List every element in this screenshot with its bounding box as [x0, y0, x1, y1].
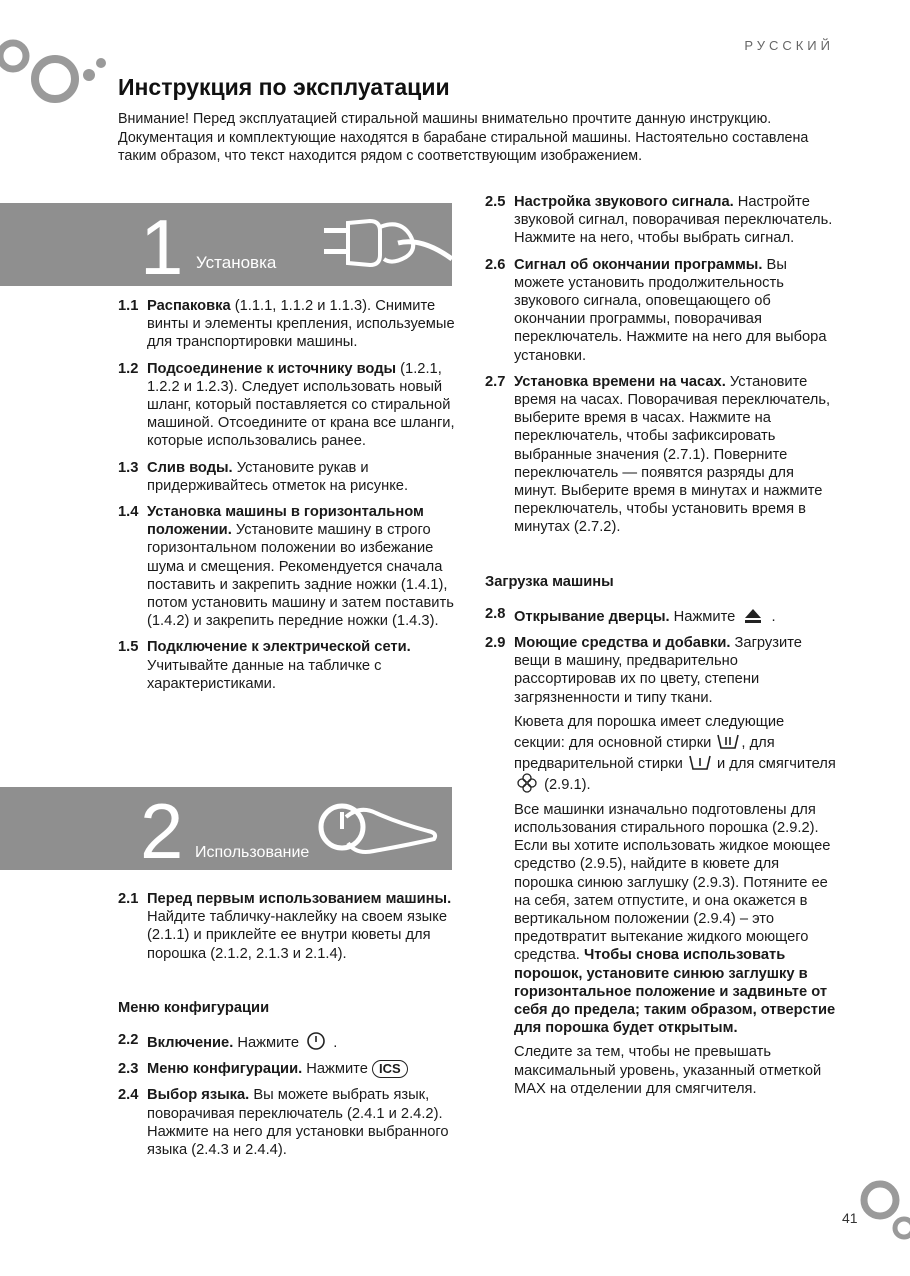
plug-icon [322, 215, 452, 279]
item-1-1: 1.1 Распаковка (1.1.1, 1.1.2 и 1.1.3). Снимите винты и элементы крепления, используемые для транспортировки машины. [118, 298, 455, 351]
item-1-2: 1.2 Подсоединение к источнику воды (1.2.1, 1.2.2 и 1.2.3). Следует использовать новый шланг, который поставляется со стиральной машиной. Отсоедините от крана все шланги, которые использовались ранее. [118, 360, 455, 450]
section-2-number: 2 [140, 787, 184, 870]
item-2-9: 2.9 Моющие средства и добавки. Загрузите вещи в машину, предварительно рассортировав их по цвету, степени загрязненности и типу ткани. Кювета для порошка имеет следующие секции: для основной стирки , для предварительной стирки и для смягчителя (2.9.1). Все машинки изначально подготовлены для использования стирального порошка (2.9.2). Если вы хотите использовать жидкое моющее средство (2.9.5), найдите в кювете для порошка синюю заглушку (2.9.3). Потяните ее на себя, затем отпустите, и она окажется в вертикальном положении (2.9.4) – это предотвратит вытекание жидкого моющего средства. Чтобы снова использовать порошок, установите синюю заглушку в горизонтальное положение и задвиньте от себя до предела; таким образом, отверстие для порошка будет открытым. Следите за тем, чтобы не превышать максимальный уровень, указанный отметкой MAX на отделении для смягчителя. [485, 635, 836, 1097]
item-2-6: 2.6 Сигнал об окончании программы. Вы можете установить продолжительность звукового сигнала, оповещающего об окончании программы, поворачивая переключатель. Нажмите на него для выбора установки. [485, 256, 827, 364]
left-column-lower [118, 890, 458, 1167]
item-2-7: 2.7 Установка времени на часах. Установите время на часах. Поворачивая переключатель, выберите время в часах. Нажмите на переключатель, чтобы зафиксировать выбранные значения (2.7.1). Поверните переключатель — появятся разряды для минут. Выберите время в минутах и нажмите переключатель, чтобы установить время в минутах (2.7.2). [485, 373, 831, 536]
item-2-5: 2.5 Настройка звукового сигнала. Настройте звуковой сигнал, поворачивая переключатель. Нажмите на него, чтобы выбрать сигнал. [485, 194, 833, 247]
item-1-3: 1.3 Слив воды. Установите рукав и придерживайтесь отметок на рисунке. [118, 459, 409, 494]
decorative-circles-bottom [858, 1176, 910, 1246]
left-column [118, 297, 458, 701]
ics-button-icon: ICS [372, 1060, 408, 1078]
item-2-2: 2.2 Включение. Нажмите . [118, 1032, 338, 1052]
page-number: 41 [842, 1210, 858, 1226]
section-2-title: Использование [195, 844, 310, 861]
item-2-3: 2.3 Меню конфигурации. Нажмите ICS [118, 1060, 458, 1078]
language-label: РУССКИЙ [744, 38, 834, 53]
item-2-4: 2.4 Выбор языка. Вы можете выбрать язык, поворачивая переключатель (2.4.1 и 2.4.2). Нажмите на него для установки выбранного языка (2.4.3 и 2.4.4). [118, 1087, 449, 1159]
decorative-circles-top [0, 34, 112, 114]
loading-heading: Загрузка машины [485, 573, 614, 590]
section-1-banner [0, 203, 452, 286]
intro-paragraph: Внимание! Перед эксплуатацией стиральной машины внимательно прочтите данную инструкцию. Документация и комплектующие находятся в барабане стиральной машины. Настоятельно составлена таким образом, что текст находится рядом с соответствующим изображением. [118, 111, 809, 164]
main-wash-compartment-icon [715, 731, 741, 751]
section-1-title: Установка [196, 253, 277, 272]
softener-flower-icon [514, 773, 540, 793]
section-1-number: 1 [140, 203, 184, 286]
item-1-4: 1.4 Установка машины в горизонтальном положении. Установите машину в строго горизонтальном положении во избежание шума и смещения. Рекомендуется сначала поставить и закрепить задние ножки (1.4.1), потом установить машину и затем поставить (1.4.2) и закрепить передние ножки (1.4.3). [118, 504, 454, 630]
finger-pressing-button-icon [312, 793, 452, 867]
eject-icon [739, 605, 767, 625]
config-menu-heading: Меню конфигурации [118, 999, 270, 1016]
page-title: Инструкция по эксплуатации [118, 74, 450, 100]
item-2-8: 2.8 Открывание дверцы. Нажмите . [485, 605, 776, 625]
item-1-5: 1.5 Подключение к электрической сети. Учитывайте данные на табличке с характеристиками. [118, 639, 411, 692]
right-column [485, 193, 837, 1106]
item-2-1: 2.1 Перед первым использованием машины. Найдите табличку-наклейку на своем языке (2.1.1) и приклейте ее внутри кюветы для порошка (2.1.2, 2.1.3 и 2.1.4). [118, 891, 452, 962]
prewash-compartment-icon [687, 752, 713, 772]
power-icon [303, 1031, 329, 1051]
section-2-banner [0, 787, 452, 870]
